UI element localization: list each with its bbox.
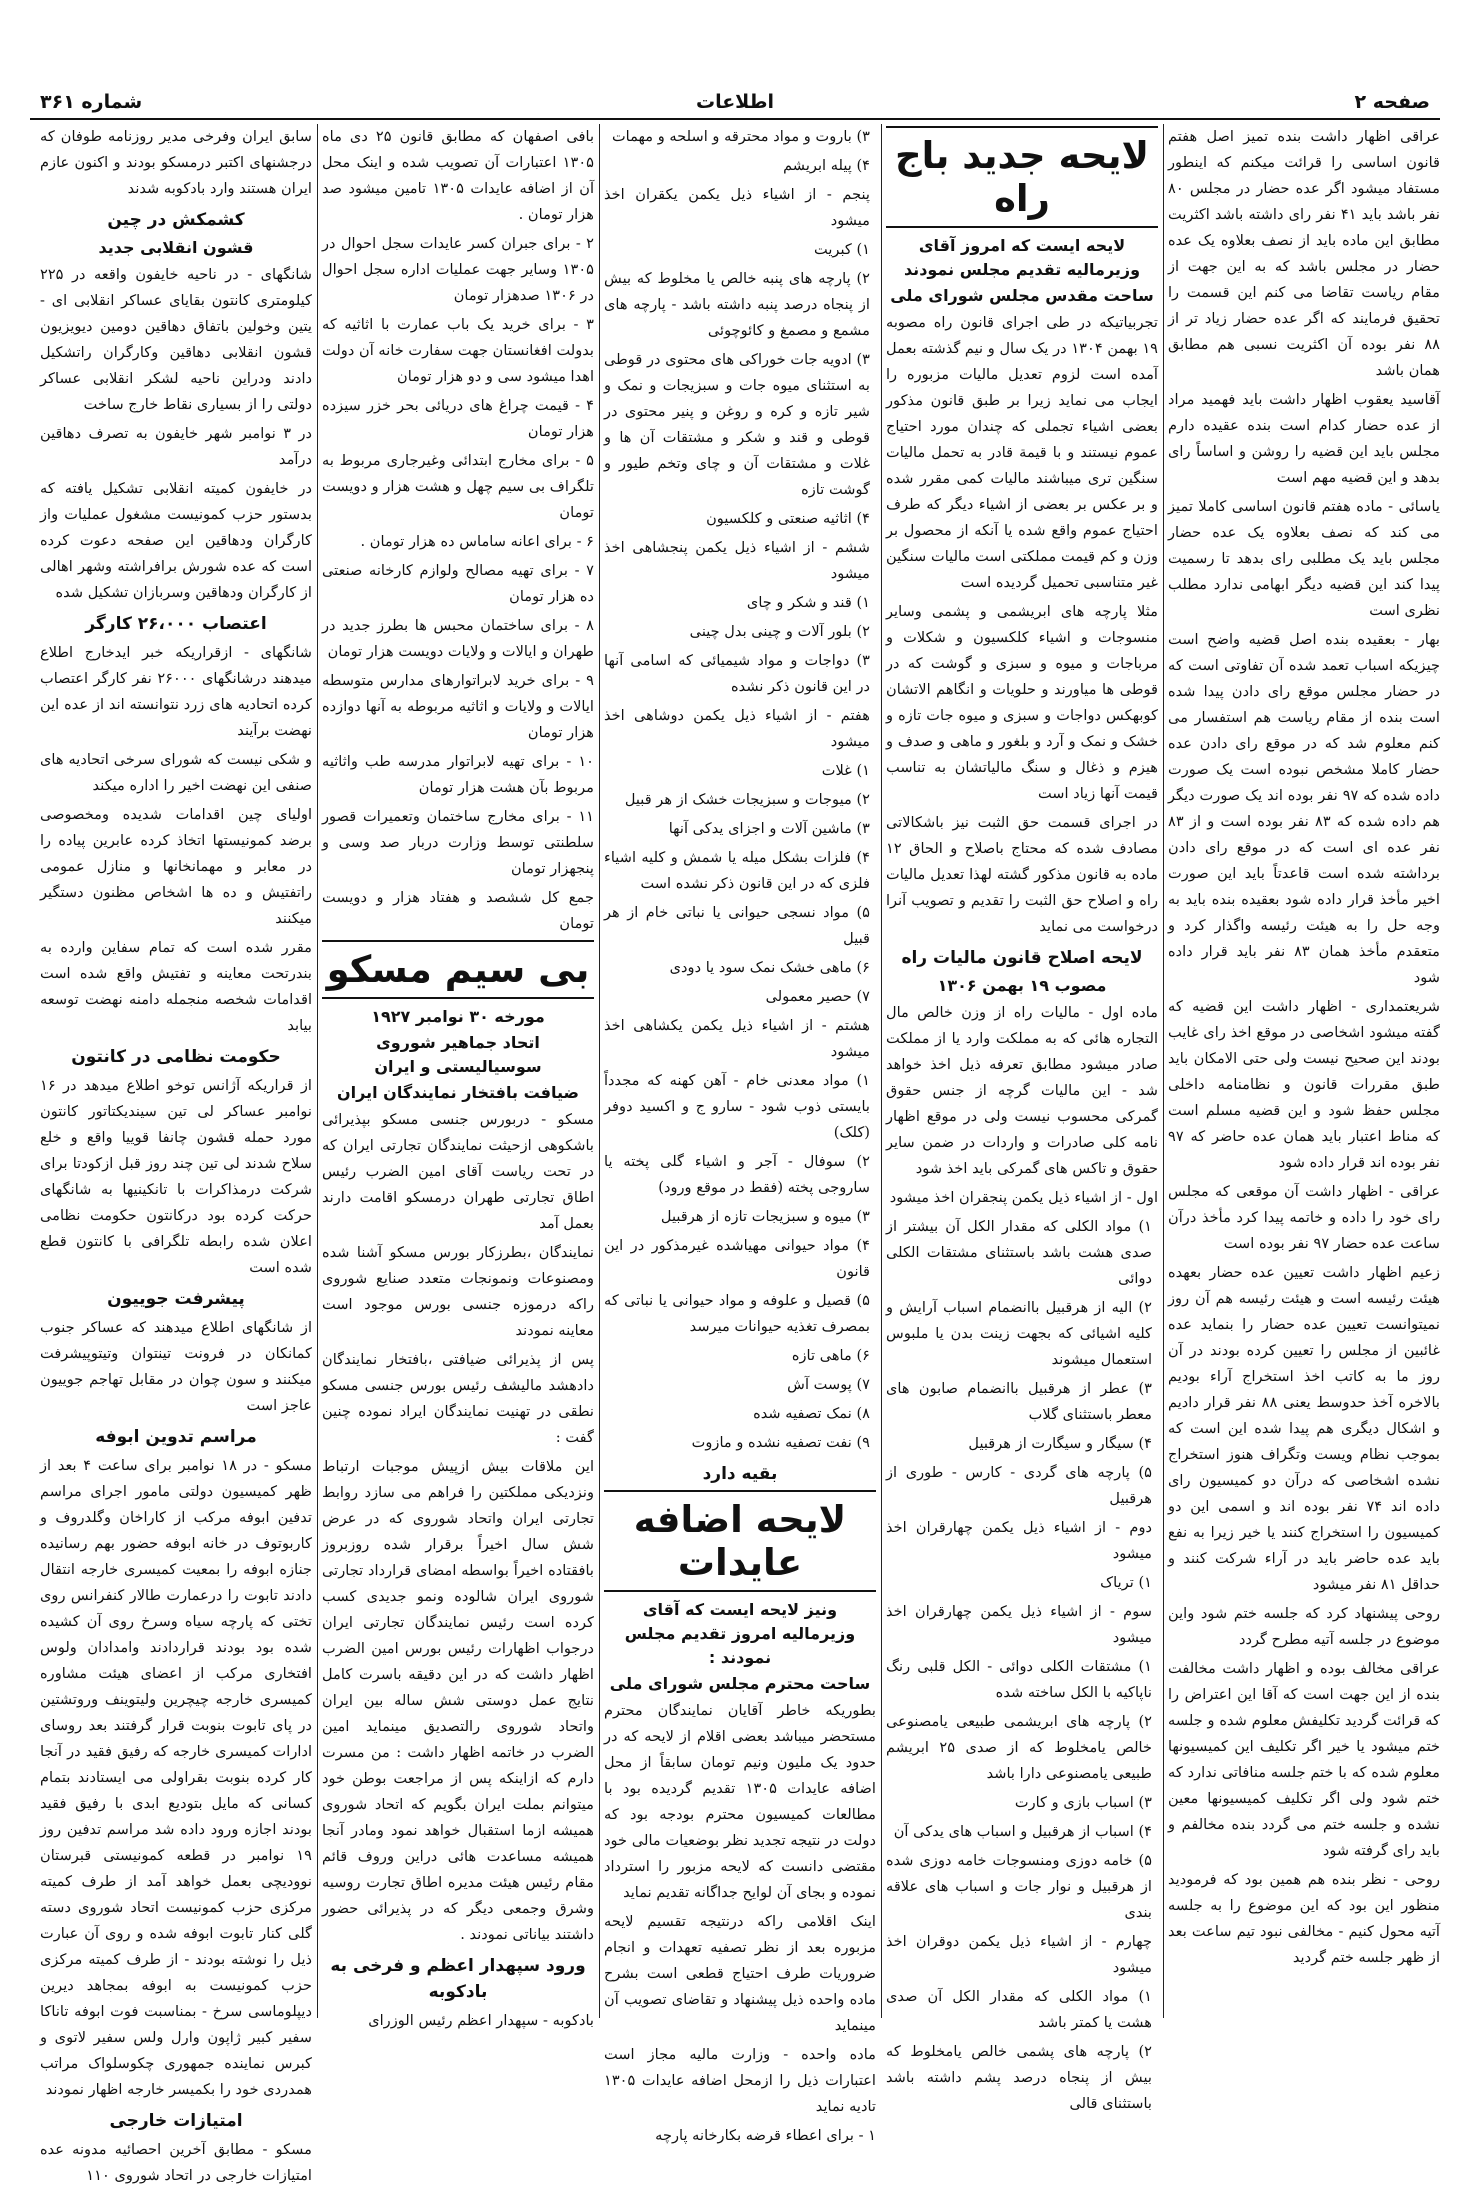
section-heading: کشمکش در چین [107,210,245,230]
column-5 [40,124,312,2184]
paragraph: ۶ - برای اعانه ساماس ده هزار تومان . [360,533,594,550]
section-heading: امتیازات خارجی [109,2111,243,2131]
paragraph: از شانگهای اطلاع میدهند که عساکر جنوب کمانکان در فرونت تینتوان وتیتوپیشرفت میکنند و سون چوان در مقابل تهاجم جوییون عاجز است [40,1319,312,1414]
section-heading: ورود سپهدار اعظم و فرخی به بادکوبه [330,1956,586,2002]
list-item: ۱) قند و شکر و چای [746,594,870,611]
paragraph: بافی اصفهان که مطابق قانون ۲۵ دی ماه ۱۳۰۵ اعتبارات آن تصویب شده و اینک محل آن از اضافه عایدات ۱۳۰۵ تامین میشود صد هزار تومان . [322,128,595,223]
paragraph: این ملاقات بیش ازپیش موجبات ارتباط ونزدیکی مملکتین را فراهم می سازد روابط تجارتی ایران واتحاد شوروی که در عرض شش سال اخیراً برقرار شده روزبروز بافقتاده اخیراً بواسطه امضای قرارداد تجارتی شوروی ایران شالوده ونمو جدیدی کسب کرده است رئیس نمایندگان تجارتی ایران درجواب اظهارات رئیس بورس امین الضرب اظهار داشت که در این دقیقه باسرت کامل نتایج عمل دوستی شش ساله بین ایران واتحاد شوروی رالتصدیق مینماید امین الضرب در خاتمه اظهار داشت : من مسرت دارم که ازاینکه پس از مراجعت بوطن خود میتوانم بملت ایران بگویم که اتحاد شوروی همیشه ازما استقبال خواهد نمود ومادر آنجا همیشه مساعدت هائی دراین وروف قائم مقام رئیس هیئت مدیره اطاق تجارت روسیه وشرق وجمعی دیگر که در پذیرائی حضور داشتند بیاناتی نمودند . [322,1458,594,1943]
paragraph: ۸ - برای ساختمان محبس ها بطرز جدید در طهران و ایالات و ولایات دویست هزار تومان [322,617,594,660]
paragraph: شانگهای - ازقراریکه خبر ایدخارج اطلاع میدهند درشانگهای ۲۶۰۰۰ نفر کارگر اعتصاب کرده اتحادیه های زرد نتوانسته اند از عده این نهضت برآیند [40,644,312,739]
list-item: ۲) بلور آلات و چینی بدل چینی [689,623,870,640]
list-item: ۶) ماهی تازه [791,1347,870,1364]
list-item: ۲) پارچه های ابریشمی طبیعی یامصنوعی خالص یامخلوط که از صدی ۲۵ ابریشم طبیعی یامصنوعی دارا باشد [886,1713,1153,1782]
list-item: ۳) عطر از هرقبیل باانضمام صابون های معطر باستثنای گلاب [886,1380,1152,1423]
paragraph: ۱۰ - برای تهیه لابراتوار مدرسه طب واثاثیه مربوط بآن هشت هزار تومان [322,753,594,796]
list-item: ۵) مواد نسجی حیوانی یا نباتی خام از هر قبیل [604,904,870,947]
list-item: ۴) اسباب از هرقبیل و اسباب های یدکی آن [893,1823,1152,1840]
paragraph: در اجرای قسمت حق الثبت نیز باشکالاتی مصادف شده که محتاج باصلاح و الحاق ۱۲ ماده به قانون مذکور گشته لهذا تعدیل مالیات راه و اصلاح حق الثبت را تقدیم و تصویب آنرا درخواست می نماید [886,814,1158,935]
paragraph: مسکو - در ۱۸ نوامبر برای ساعت ۴ بعد از ظهر کمیسیون دولتی مامور اجرای مراسم تدفین ابوفه مرکب از کاراخان وگلدروف و کاربوتوف در خانه ابوفه حضور بهم رسانیده جنازه ابوفه را بمعیت کمیسری خارجه انتقال دادند تابوت را درعمارت طالار کنفرانس روی تختی که پارچه سیاه وسرخ روی آن کشیده شده بود بودند قراردادند وامدادان ولوس افتخاری مرکب از اعضای هیئت مشاوره کمیسری خارجه چیچرین ولیتوینف وروتشتین در پای تابوت بنوبت قرار گرفتند بعد روسای ادارات کمیسری خارجه که رفیق فقید در آنجا کار کرده بنوبت بقراولی می ایستادند بتمام کسانی که مایل بتودیع ابدی با رفیق فقید بودند اجازه ورود داده شد مراسم تدفین روز ۱۹ نوامبر در قطعه کمونیستی قبرستان نوودیچی بعمل خواهد آمد از طرف کمیته مرکزی حزب کمونیست اتحاد شوروی دسته گلی کنار تابوت ابوفه شده و روی آن عبارت ذیل را نوشته بودند - از طرف کمیته مرکزی حزب کمونیست به ابوفه بمجاهد دیرین دیپلوماسی سرخ - بمناسبت فوت ابوفه تاناکا سفیر کبیر ژاپون وارل ولس سفیر لاتوی و کبرس نماینده جمهوری چکوسلواک مراتب همدردی خود را بکمیسر خارجه اظهار نمودند [40,1457,312,2098]
paragraph: بهار - بعقیده بنده اصل قضیه واضح است چیزیکه اسباب تعمد شده آن تفاوتی است که در حضار مجلس موقع رای دادن پیدا شده است بنده از مقام ریاست هم استفسار می کنم معلوم شد که در موقع رای دادن عده حضار کاملا مشخص نبوده است یک صورت داده شده که ۹۷ نفر بوده اند یک صورت دیگر هم داده شده که ۸۳ نفر بوده است و از ۸۳ نفر عده ای است که در موقع رای دادن برداشته شده است قاعدتاً باید این صورت اخیر مأخذ قرار داده شود بعقیده بنده باید به وجه حل را به هیئت رئیسه واگذار کرد و متعقدم مأخذ همان ۸۳ نفر باید قرار داده شود [1168,631,1440,986]
paragraph: ماده اول - مالیات راه از وزن خالص مال التجاره هائی که به مملکت وارد یا از مملکت صادر میشود مطابق تعرفه ذیل اخذ خواهد شد - این مالیات گرچه از جنس حقوق گمرکی محسوب نیست ولی در موقع اظهار نامه کلی صادرات و واردات در ضمن سایر حقوق و تاکس های گمرکی باید اخذ شود [886,1004,1158,1177]
list-item: ۲) میوجات و سبزیجات خشک از هر قبیل [624,791,870,808]
list-item: ششم - از اشیاء ذیل یکمن پنجشاهی اخذ میشود [604,539,870,582]
list-item: ۳) میوه و سبزیجات تازه از هرقبیل [660,1208,870,1225]
page-number: صفحه ۲ [1354,91,1430,113]
list-item: ۱) مواد الکلی که مقدار الکل آن صدی هشت یا کمتر باشد [886,1988,1152,2031]
paragraph: یاسائی - ماده هفتم قانون اساسی کاملا تمیز می کند که نصف بعلاوه یک عده حضار مجلس باید یک مطلبی رای بدهد تا رسمیت پیدا کند این قضیه دیگر ابهامی ندارد مطلب نظری است [1168,498,1440,619]
paragraph: بطوریکه خاطر آقایان نمایندگان محترم مستحضر میباشد بعضی اقلام از لایحه که در حدود یک ملیون ونیم تومان سابقاً از محل اضافه عایدات ۱۳۰۵ تقدیم گردیده بود با مطالعات کمیسیون محترم بودجه بود که دولت در نتیجه تجدید نظر بوضعیات مالی خود مقتضی دانست که لایحه مزبور را استرداد نموده و بجای آن لوایح جداگانه تقدیم نماید [604,1702,876,1901]
list-item: ۱) غلات [821,762,870,779]
paragraph: ۲ - برای جبران کسر عایدات سجل احوال در ۱۳۰۵ وسایر جهت عملیات اداره سجل احوال در ۱۳۰۶ صدهزار تومان [322,235,594,304]
newspaper-name: اطلاعات [695,91,775,113]
list-item: هشتم - از اشیاء ذیل یکمن یکشاهی اخذ میشود [604,1017,870,1060]
list-item: چهارم - از اشیاء ذیل یکمن دوقران اخذ میشود [886,1933,1152,1976]
section-subheading: قشون انقلابی جدید [98,238,254,257]
paragraph: شریعتمداری - اظهار داشت این قضیه که گفته میشود اشخاصی در موقع اخذ رای غایب بودند این صحیح نیست ولی حتی الامکان باید طبق مقررات قانون و نظامنامه داخلی مجلس حفظ شود و این قضیه مسلم است که مناط اعتبار باید همان عده حاضر که ۹۷ نفر بوده اند قرار داده شود [1168,998,1440,1171]
list-item: ۱) مشتقات الکلی دوائی - الکل قلبی رنگ ناپاکیه با الکل ساخته شده [886,1658,1152,1701]
headline-extra-revenue: لایحه اضافه عایدات [604,1490,876,1592]
paragraph: اولیای چین اقدامات شدیده ومخصوصی برضد کمونیستها اتخاذ کرده عابرین پیاده را در معابر و مهمانخانها و منازل عمومی راتفتیش و ده ها اشخاص مظنون دستگیر میکنند [40,806,312,927]
list-item: ۵) خامه دوزی ومنسوجات خامه دوزی شده از هرقبیل و نوار جات و اسباب های علاقه بندی [886,1852,1152,1921]
paragraph: از قراریکه آژانس توخو اطلاع میدهد در ۱۶ نوامبر عساکر لی تین سیندیکتاتور کانتون مورد حمله قشون چانفا قوییا واقع و خلع سلاح شدند لی تین چند روز قبل ازکودتا برای شرکت درمذاکرات با تانکینیها به شانگهای حرکت کرده بود درکانتون حکومت نظامی اعلان شده رابطه تلگرافی با کانتون قطع شده است [40,1077,312,1276]
list-item: ۹) نفت تصفیه نشده و مازوت [691,1434,870,1451]
list-item: ۳) دواجات و مواد شیمیائی که اسامی آنها در این قانون ذکر نشده [604,652,870,695]
list-item: پنجم - از اشیاء ذیل یکمن یکقران اخذ میشود [604,186,870,229]
list-item: ۱) مواد الکلی که مقدار الکل آن بیشتر از صدی هشت باشد باستثنای مشتقات الکلی دوائی [886,1218,1152,1287]
headline-moscow-wireless: بی سیم مسکو [322,940,594,999]
list-item: ۵) پارچه های گردی - کارس - طوری از هرقبیل [886,1464,1152,1507]
section-date: مصوب ۱۹ بهمن ۱۳۰۶ [937,976,1107,995]
section-heading: پیشرفت جوییون [107,1289,245,1309]
paragraph: تجربیاتیکه در طی اجرای قانون راه مصوبه ۱۹ بهمن ۱۳۰۴ در یک سال و نیم گذشته بعمل آمده است لزوم تعدیل مالیات مزبوره را ایجاب می نماید زیرا بر طبق قانون مذکور بعضی اشیاء تجملی که چندان مورد احتیاج عموم نیستند و با قیمة قادر به تحمل مالیات سنگین تری میباشند مالیات کمی مقرر شده و بر عکس بر بعضی از اشیاء دیگر که طرف احتیاج عموم واقع شده یا آنکه از محصول بر وزن و کم قیمت مملکتی است مالیات سنگین غیر متناسبی تحمیل گردیده است [886,314,1158,591]
column-3 [604,124,876,2144]
paragraph: اول - از اشیاء ذیل یکمن پنجقران اخذ میشود [889,1189,1158,1206]
dateline: مورخه ۳۰ نوامبر ۱۹۲۷ [371,1007,545,1026]
list-item: ۱) تریاک [1100,1574,1152,1591]
paragraph: پس از پذیرائی ضیافتی ،بافتخار نمایندگان دادهشد مالیشف رئیس بورس جنسی مسکو نطقی در تهنیت نمایندگان ایراد نموده چنین گفت : [322,1351,594,1446]
newspaper-page [30,88,1440,2184]
paragraph: ۴ - قیمت چراغ های دریائی بحر خزر سیزده هزار تومان [322,397,594,440]
list-item: ۳) باروت و مواد محترقه و اسلحه و مهمات [611,128,870,145]
paragraph: آقاسید یعقوب اظهار داشت باید فهمید مراد از عده حضار کدام است بنده عقیده دارم مجلس باید این قضیه را روشن و اساساً رای بدهد و این قضیه مهم است [1168,391,1440,486]
paragraph: ۵ - برای مخارج ابتدائی وغیرجاری مربوط به تلگراف بی سیم چهل و هشت هزار و دویست تومان [322,452,594,521]
paragraph: بادکوبه - سپهدار اعظم رئیس الوزرای [368,2012,594,2029]
paragraph: ۱ - برای اعطاء قرضه بکارخانه پارچه [655,2127,876,2144]
section-heading: مراسم تدوین ابوفه [95,1427,257,1447]
list-item: ۵) قصیل و علوفه و مواد حیوانی یا نباتی که بمصرف تغذیه حیوانات میرسد [604,1292,870,1335]
paragraph: ۱۱ - برای مخارج ساختمان وتعمیرات قصور سلطنتی توسط وزارت دربار صد وسی و پنجهزار تومان [322,808,594,877]
list-item: ۴) فلزات بشکل میله یا شمش و کلیه اشیاء فلزی که در این قانون ذکر نشده است [604,849,870,892]
list-item: ۱) کبریت [814,241,870,258]
paragraph: مقرر شده است که تمام سفاین وارده به بندرتحت معاینه و تفتیش واقع شده است اقدامات شخصه منجمله دامنه نهضت توسعه بیابد [40,939,312,1034]
subheadline: ضیافت بافتخار نمایندگان ایران [337,1083,579,1102]
paragraph: مثلا پارچه های ابریشمی و پشمی وسایر منسوجات و اشیاء کلکسیون و شکلات و مرباجات و میوه و سبزی و گوشت که در قوطی ها میاورند و حلویات و انگاهم الاتشان کوبهکس دواجات و سبزی و میوه جات تازه و خشک و نمک و آرد و بلغور و ماهی و صدف و هیزم و ذغال و سنگ مالیاتشان به تناسب قیمت آنها زیاد است [886,603,1158,802]
section-heading: لایحه اصلاح قانون مالیات راه [901,948,1143,968]
column-4 [322,124,595,2029]
page-header [30,88,1440,120]
list-item: ۲) سوفال - آجر و اشیاء گلی پخته یا ساروجی پخته (فقط در موقع ورود) [604,1153,870,1196]
paragraph: مسکو - مطابق آخرین احصائیه مدونه عده امتیازات خارجی در اتحاد شوروی ۱۱۰ [40,2141,312,2184]
subheadline: اتحاد جماهیر شوروی سوسیالیستی و ایران [374,1033,542,1076]
list-item: ۳) ادویه جات خوراکی های محتوی در قوطی به استثنای میوه جات و سبزیجات و نمک و شیر تازه و کره و روغن و پنیر محتوی در قوطی و قند و شکر و مشتقات آن ها و غلات و مشتقات آن و چای وتخم طیور و گوشت تازه [604,351,870,498]
paragraph: عراقی - اظهار داشت آن موقعی که مجلس رای خود را داده و خاتمه پیدا کرد مأخذ درآن ساعت عده حضار ۹۷ نفر بوده است [1168,1183,1440,1252]
paragraph: عراقی مخالف بوده و اظهار داشت مخالفت بنده از این جهت است که آقا این اعتراض را که قرائت گردید تکلیفش معلوم شده و جلسه ختم میشود یا خیر اگر تکلیف این کمیسیونها معلوم شده که با ختم جلسه منافاتی ندارد که ختم شود ولی اگر تکلیف کمیسیونها معین نشده و جلسه ختم می گردد بنده مخالفم و باید رای گرفته شود [1168,1660,1440,1859]
list-item: دوم - از اشیاء ذیل یکمن چهارقران اخذ میشود [886,1519,1152,1562]
column-2 [886,124,1158,2112]
paragraph: مسکو - دربورس جنسی مسکو بپذیرائی باشکوهی ازحیثت نمایندگان تجارتی ایران که در تحت ریاست آقای امین الضرب رئیس اطاق تجارتی طهران درمسکو اقامت دارند بعمل آمد [322,1111,594,1232]
paragraph: و شکی نیست که شورای سرخی اتحادیه های صنفی این نهضت اخیر را اداره میکند [40,751,312,794]
paragraph: ۳ - برای خرید یک باب عمارت با اثاثیه که بدولت افغانستان جهت سفارت خانه آن دولت اهدا میشود سی و دو هزار تومان [322,316,594,385]
section-heading: حکومت نظامی در کانتون [71,1047,281,1067]
paragraph: سابق ایران وفرخی مدیر روزنامه طوفان که درجشنهای اکتبر درمسکو بودند و اکنون عازم ایران هستند وارد بادکوبه شدند [40,128,312,197]
paragraph: ماده واحده - وزارت مالیه مجاز است اعتبارات ذیل را ازمحل اضافه عایدات ۱۳۰۵ تادیه نماید [604,2046,876,2115]
column-1 [1168,124,1440,2018]
paragraph: ۷ - برای تهیه مصالح ولوازم کارخانه صنعتی ده هزار تومان [322,562,594,605]
issue-number: شماره ۳۶۱ [40,91,143,113]
list-item: ۲) الیه از هرقبیل باانضمام اسباب آرایش و کلیه اشیائی که بجهت زینت بدن یا ملبوس استعمال میشوند [886,1299,1152,1368]
paragraph: شانگهای - در ناحیه خایفون واقعه در ۲۲۵ کیلومتری کانتون بقایای عساکر انقلابی ای - یتین وخولین باتفاق دهاقین دومین دیویزیون قشون انقلابی دهاقین وکارگران راتشکیل دادند ودراین ناحیه لشکر انقلابی عساکر دولتی را از بسیاری نقاط خارج ساخت [40,266,312,413]
list-item: ۱) مواد معدنی خام - آهن کهنه که مجدداً بایستی ذوب شود - سارو ج و اکسید دوفر (کلک) [604,1072,870,1141]
subheadline: ونیز لایحه ایست که آقای وزیرمالیه امروز تقدیم مجلس نمودند : [624,1600,856,1667]
list-item: ۲) پارچه های پشمی خالص یامخلوط که بیش از پنجاه درصد پشم داشته باشد باستثنای قالی [886,2043,1152,2112]
list-item: ۴) اثاثیه صنعتی و کلکسیون [706,510,870,527]
paragraph: عراقی اظهار داشت بنده تمیز اصل هفتم قانون اساسی را قرائت میکنم که اینطور مستفاد میشود اگر عده حضار در مجلس ۸۰ نفر باشد باید ۴۱ نفر رای داشته باشد اکثریت مطابق این ماده باید از نصف بعلاوه یک عده حضار در مجلس باشد که به این جهت از مقام ریاست تقاضا می کنم این قسمت را تحقیق فرمایند که اگر عده حضار زیاد تر از ۸۸ نفر بوده آن اکثریت نسبی هم مطابق همان باشد [1168,128,1440,379]
list-item: ۳) ماشین آلات و اجزای یدکی آنها [668,820,870,837]
list-item: ۷) پوست آش [787,1376,870,1393]
paragraph: زعیم اظهار داشت تعیین عده حضار بعهده هیئت رئیسه است و هیئت رئیسه هم آن روز نمیتوانست تعیین عده حضار را بنماید عده غائبین از مجلس را تعیین کرده بودند در آن روز ما به کاتب اخذ استخراج آراء بودیم بالاخره آخذ حدوسط یعنی ۸۸ نفر قرار دادیم و اشکال دیگری هم پیدا شده این است که بموجب نظام ویست وتگراف هنوز استخراج نشده اشخاصی که درآن دو کمیسیون رای داده اند ۷۴ نفر بوده اند و اسمی این دو کمیسیون را استخراج کنند یا خیر زیرا به نفع باید عده حاضر باید در آراء شرکت کنند و حداقل ۸۱ نفر میشود [1168,1264,1440,1593]
list-item: ۳) اسباب بازی و کارت [1014,1794,1152,1811]
list-item: ۴) مواد حیوانی مهیاشده غیرمذکور در این قانون [604,1237,870,1280]
subheadline: لایحه ایست که امروز آقای وزیرمالیه تقدیم مجلس نمودند [903,236,1141,279]
list-item: ۴) سیگار و سیگارت از هرقبیل [968,1435,1152,1452]
paragraph: در ۳ نوامبر شهر خایفون به تصرف دهاقین درآمد [40,425,312,468]
headline-road-tax: لایحه جدید باج راه [886,126,1158,228]
continued-note: بقیه دارد [702,1464,778,1484]
list-item: ۲) پارچه های پنبه خالص یا مخلوط که بیش از پنجاه درصد پنبه داشته باشد - پارچه های مشمع و مصمغ و کائوچوئی [604,270,870,339]
paragraph: روحی - نظر بنده هم همین بود که فرمودید منظور این بود که این موضوع را به جلسه آتیه محول کنیم - مخالفی نبود تیم ساعت بعد از ظهر جلسه ختم گردید [1168,1871,1440,1966]
list-item: ۸) نمک تصفیه شده [753,1405,870,1422]
list-item: ۴) پیله ابریشم [783,157,870,174]
address-line: ساحت مقدس مجلس شورای ملی [890,286,1154,305]
list-item: هفتم - از اشیاء ذیل یکمن دوشاهی اخذ میشود [604,707,870,750]
address-line: ساحت محترم مجلس شورای ملی [609,1674,871,1693]
paragraph: نمایندگان ،بطرزکار بورس مسکو آشنا شده ومصنوعات ونمونجات متعدد صنایع شوروی راکه درموزه جنسی بورس موجود است معاینه نمودند [322,1244,594,1339]
paragraph: اینک اقلامی راکه درنتیجه تقسیم لایحه مزبوره بعد از نظر تصفیه تعهدات و انجام ضروریات طرف احتیاج قطعی است بشرح ماده واحده ذیل پیشنهاد و تقاضای تصویب آن مینماید [604,1913,876,2034]
paragraph: ۹ - برای خرید لابراتوارهای مدارس متوسطه ایالات و ولایات و اثاثیه مربوطه به آنها دوازده هزار تومان [322,672,594,741]
tariff-list-continued [604,124,876,1456]
paragraph: در خایفون کمیته انقلابی تشکیل یافته که بدستور حزب کمونیست مشغول عملیات واز کارگران ودهاقین این صفحه دعوت کرده است که عده شورش برافراشته وشهر اهالی از کارگران ودهاقین وسربازان تشکیل شده [40,480,312,601]
tariff-list [886,1214,1158,2117]
paragraph: جمع کل ششصد و هفتاد هزار و دویست تومان [322,889,594,932]
list-item: سوم - از اشیاء ذیل یکمن چهارقران اخذ میشود [886,1603,1152,1646]
list-item: ۶) ماهی خشک نمک سود یا دودی [669,959,870,976]
paragraph: روحی پیشنهاد کرد که جلسه ختم شود واین موضوع در جلسه آتیه مطرح گردد [1168,1605,1440,1648]
section-heading: اعتصاب ۲۶،۰۰۰ کارگر [85,614,267,634]
list-item: ۷) حصیر معمولی [765,988,870,1005]
